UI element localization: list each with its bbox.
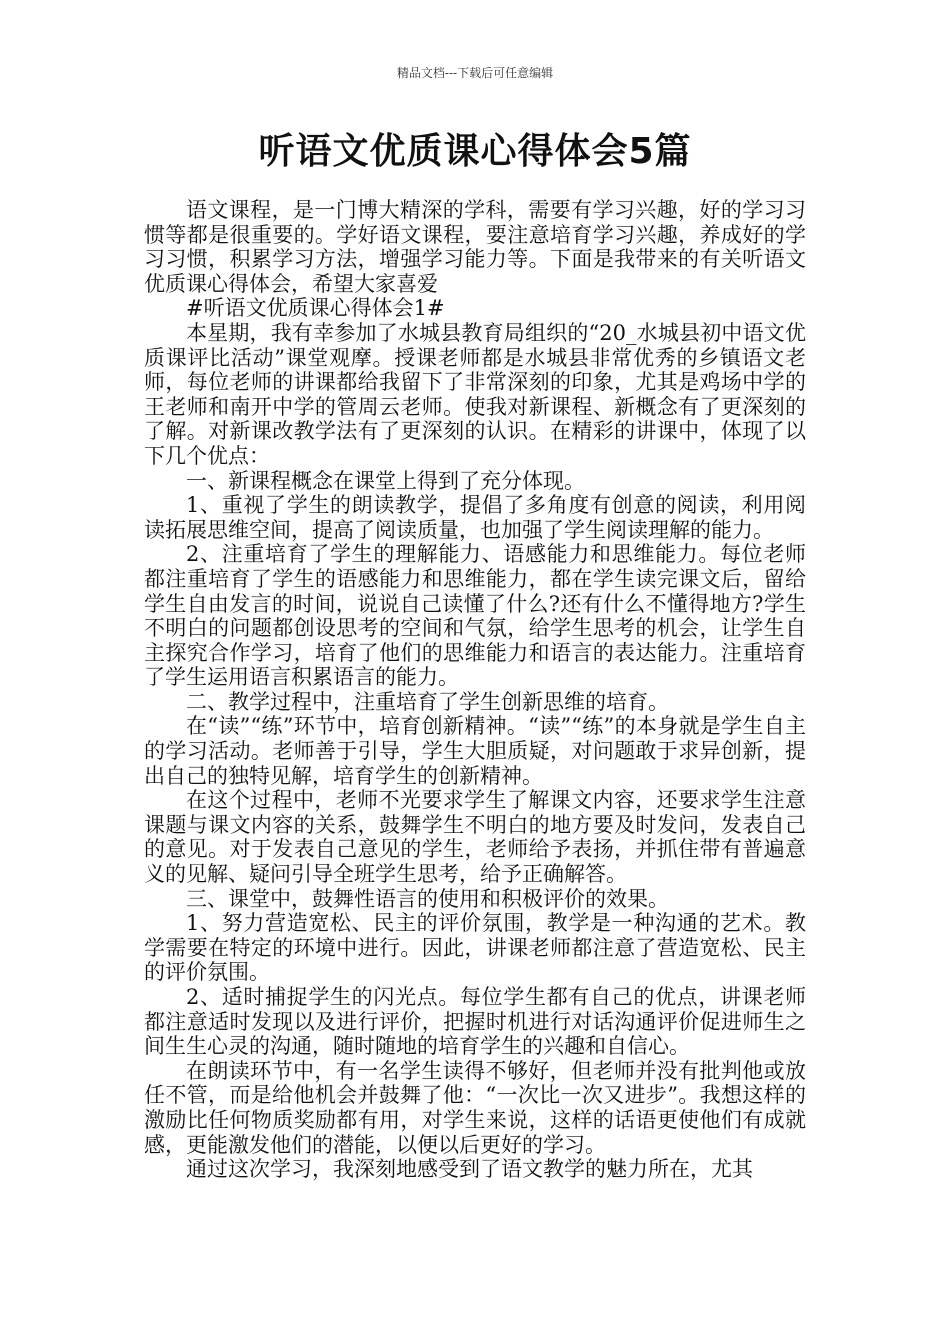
document-body — [144, 198, 806, 1182]
paragraph: 一、新课程概念在课堂上得到了充分体现。 — [186, 468, 585, 493]
document-title: 听语文优质课心得体会5篇 — [258, 131, 692, 172]
paragraph: 在朗读环节中，有一名学生读得不够好，但老师并没有批判他或放任不管，而是给他机会并鼓舞了他：“一次比一次又进步”。我想这样的激励比任何物质奖励都有用，对学生来说，这样的话语更使他们有成就感，更能激发他们的潜能，以便以后更好的学习。 — [144, 1058, 806, 1157]
paragraph: 二、教学过程中，注重培育了学生创新思维的培育。 — [186, 689, 669, 714]
paragraph: 在“读”“练”环节中，培育创新精神。“读”“练”的本身就是学生自主的学习活动。老师善于引导，学生大胆质疑，对问题敢于求异创新，提出自己的独特见解，培育学生的创新精神。 — [144, 714, 806, 788]
header-note: 精品文档---下载后可任意编辑 — [396, 66, 554, 80]
paragraph: 2、适时捕捉学生的闪光点。每位学生都有自己的优点，讲课老师都注意适时发现以及进行评价，把握时机进行对话沟通评价促进师生之间生生心灵的沟通，随时随地的培育学生的兴趣和自信心。 — [144, 985, 806, 1059]
paragraph: 三、课堂中，鼓舞性语言的使用和积极评价的效果。 — [186, 886, 669, 911]
paragraph: 本星期，我有幸参加了水城县教育局组织的“20_水城县初中语文优质课评比活动”课堂观摩。授课老师都是水城县非常优秀的乡镇语文老师，每位老师的讲课都给我留下了非常深刻的印象，尤其是鸡场中学的王老师和南开中学的管周云老师。使我对新课程、新概念有了更深刻的了解。对新课改教学法有了更深刻的认识。在精彩的讲课中，体现了以下几个优点： — [144, 320, 806, 468]
paragraph: 通过这次学习，我深刻地感受到了语文教学的魅力所在，尤其 — [186, 1157, 753, 1182]
paragraph: 2、注重培育了学生的理解能力、语感能力和思维能力。每位老师都注重培育了学生的语感能力和思维能力，都在学生读完课文后，留给学生自由发言的时间，说说自己读懂了什么?还有什么不懂得地方?学生不明白的问题都创设思考的空间和气氛，给学生思考的机会，让学生自主探究合作学习，培育了他们的思维能力和语言的表达能力。注重培育了学生运用语言积累语言的能力。 — [144, 542, 806, 690]
paragraph: 1、努力营造宽松、民主的评价氛围，教学是一种沟通的艺术。教学需要在特定的环境中进行。因此，讲课老师都注意了营造宽松、民主的评价氛围。 — [144, 911, 806, 985]
paragraph: 1、重视了学生的朗读教学，提倡了多角度有创意的阅读，利用阅读拓展思维空间，提高了阅读质量，也加强了学生阅读理解的能力。 — [144, 493, 806, 542]
paragraph-intro: 语文课程，是一门博大精深的学科，需要有学习兴趣，好的学习习惯等都是很重要的。学好语文课程，要注意培育学习兴趣，养成好的学习习惯，积累学习方法，增强学习能力等。下面是我带来的有关听语文优质课心得体会，希望大家喜爱 — [144, 198, 806, 296]
section-heading-1: #听语文优质课心得体会1# — [186, 296, 445, 321]
paragraph: 在这个过程中，老师不光要求学生了解课文内容，还要求学生注意课题与课文内容的关系，鼓舞学生不明白的地方要及时发问，发表自己的意见。对于发表自己意见的学生，老师给予表扬，并抓住带有普遍意义的见解、疑问引导全班学生思考，给予正确解答。 — [144, 788, 806, 887]
